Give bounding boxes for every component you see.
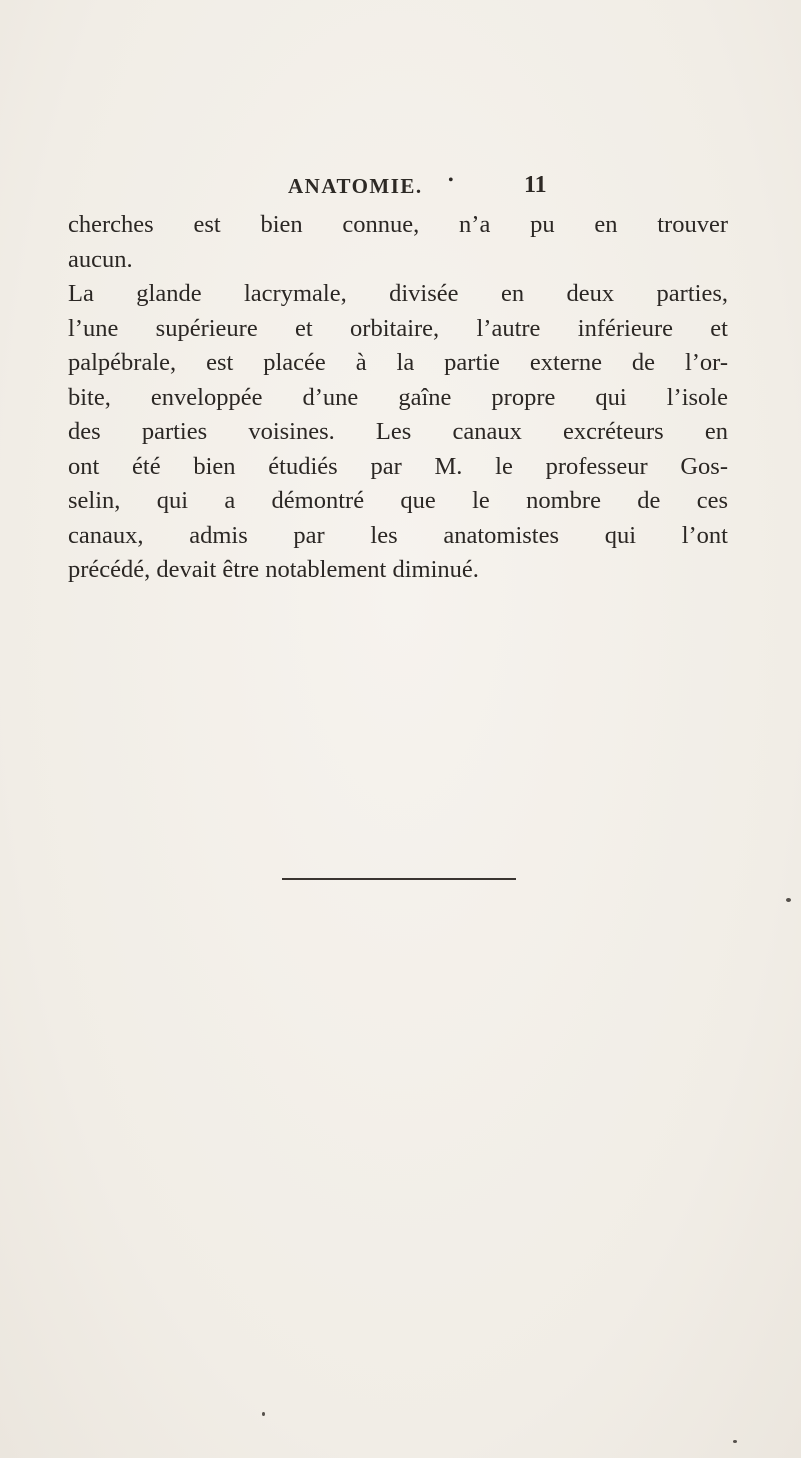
text-line: selin, qui a démontré que le nombre de ces (68, 487, 728, 514)
text-line: La glande lacrymale, divisée en deux parties, (68, 280, 728, 307)
body-text (68, 208, 728, 588)
paper-speck (733, 1440, 737, 1443)
running-head-mark: • (448, 172, 454, 189)
text-line: canaux, admis par les anatomistes qui l’ont (68, 521, 728, 549)
text-line: des parties voisines. Les canaux excréteurs en (68, 418, 728, 445)
running-head-title: ANATOMIE. (288, 174, 423, 198)
text-line: précédé, devait être notablement diminué. (68, 556, 479, 583)
paper-speck (786, 898, 791, 902)
text-line: ont été bien étudiés par M. le professeur Gos- (68, 452, 728, 480)
text-line: l’une supérieure et orbitaire, l’autre inférieure et (68, 314, 728, 342)
section-divider (282, 878, 516, 880)
text-line: bite, enveloppée d’une gaîne propre qui l’isole (68, 383, 728, 411)
paper-speck (262, 1412, 265, 1416)
text-line: cherches est bien connue, n’a pu en trouver (68, 211, 728, 238)
text-line: aucun. (68, 245, 133, 273)
text-line: palpébrale, est placée à la partie externe de l’or- (68, 349, 728, 376)
running-head (0, 172, 801, 202)
page-number: 11 (524, 172, 547, 198)
